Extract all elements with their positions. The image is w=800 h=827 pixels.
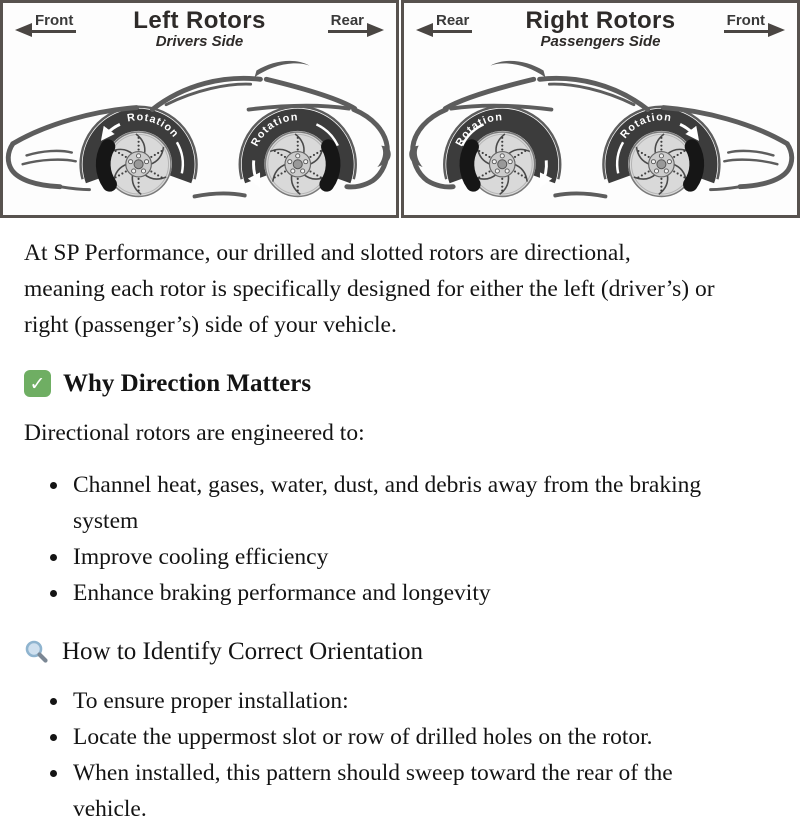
- arrow-left-icon: [15, 23, 32, 37]
- rear-direction-label: [416, 12, 472, 33]
- direction-text: Front: [32, 12, 76, 33]
- section-title: How to Identify Correct Orientation: [62, 638, 423, 666]
- check-glyph: ✓: [30, 373, 46, 395]
- left-rotors-panel: [0, 0, 399, 218]
- arrow-right-icon: [768, 23, 785, 37]
- article-body: [0, 218, 726, 827]
- front-direction-label: [15, 12, 76, 33]
- magnifying-glass-icon: [24, 639, 50, 665]
- panel-title: Right Rotors: [404, 8, 797, 33]
- left-panel-header: [3, 3, 396, 49]
- right-car-illustration: [404, 49, 797, 215]
- direction-text: Rear: [328, 12, 367, 33]
- rotation-label-front: Rotation: [618, 111, 673, 141]
- list-item: • Enhance braking performance and longevity: [70, 575, 716, 611]
- arrow-left-icon: [416, 23, 433, 37]
- list-item: • Improve cooling efficiency: [70, 539, 716, 575]
- panel-title: Left Rotors: [3, 8, 396, 33]
- section-heading-identify-orientation: [24, 638, 716, 666]
- right-panel-header: [404, 3, 797, 49]
- front-direction-label: [724, 12, 785, 33]
- left-car-illustration: [3, 49, 396, 215]
- rotation-label-rear: Rotation: [453, 111, 503, 148]
- list-item: • To ensure proper installation:: [70, 683, 716, 719]
- intro-paragraph: At SP Performance, our drilled and slotted rotors are directional, meaning each rotor is specifically designed for either the left (driver’s) or right (passenger’s) side of your vehicle.: [24, 235, 716, 344]
- installation-list: [24, 683, 716, 827]
- list-item: • Channel heat, gases, water, dust, and debris away from the braking system: [70, 467, 716, 539]
- panel-subtitle: Drivers Side: [3, 33, 396, 50]
- panel-subtitle: Passengers Side: [404, 33, 797, 50]
- direction-text: Rear: [433, 12, 472, 33]
- list-item: • Locate the uppermost slot or row of drilled holes on the rotor.: [70, 719, 716, 755]
- rear-direction-label: [328, 12, 384, 33]
- arrow-right-icon: [367, 23, 384, 37]
- right-rotors-panel: [401, 0, 800, 218]
- direction-text: Front: [724, 12, 768, 33]
- check-mark-icon: [24, 370, 51, 397]
- benefits-list: [24, 467, 716, 612]
- section-lead: Directional rotors are engineered to:: [24, 415, 716, 451]
- rotor-direction-figure: [0, 0, 800, 218]
- rotation-label-rear: Rotation: [249, 111, 299, 148]
- section-heading-why-direction-matters: [24, 370, 716, 398]
- section-title: Why Direction Matters: [63, 370, 311, 398]
- rotation-label-front: Rotation: [126, 111, 181, 140]
- list-item: • When installed, this pattern should sweep toward the rear of the vehicle.: [70, 755, 716, 827]
